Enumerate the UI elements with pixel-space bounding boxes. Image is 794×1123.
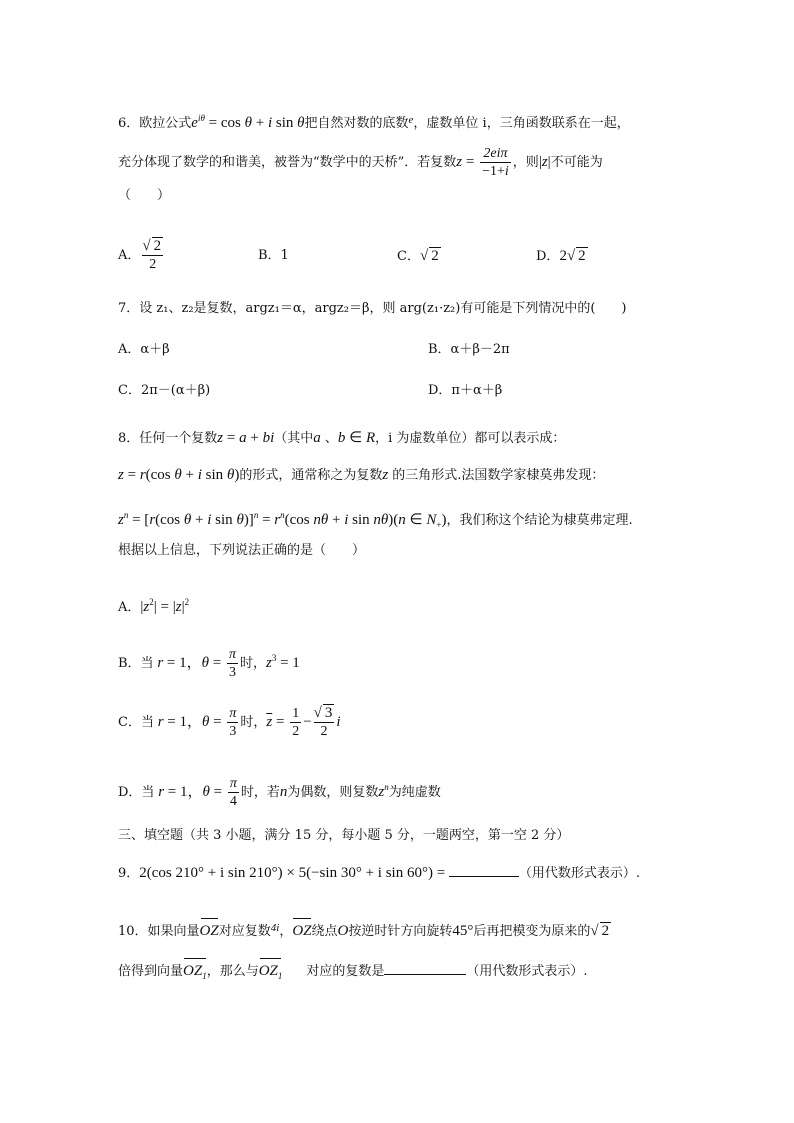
q10-answer-blank[interactable] [384, 960, 466, 975]
q6-option-a: A． $\frac{√ 2}{2}$ [118, 238, 162, 272]
q6-fraction: $\frac{\text{2eiπ}}{-1+i}$ [482, 146, 509, 179]
q8-option-d: D．当 r = 1，θ = $\frac{\pi}{4}$ 时，若n为偶数，则复数$z^n$为纯虚数 [118, 776, 441, 809]
q6-paren: （ ） [118, 188, 171, 203]
q10-line2: 倍得到向量$OZ_1$，那么与$OZ_1$ 对应的复数是 （用代数形式表示）. [118, 960, 588, 986]
q9-answer-blank[interactable] [449, 862, 519, 877]
q8-option-b: B．当 r = 1，θ = $\frac{\pi}{3}$ 时，$z^3 = 1$ [118, 647, 300, 680]
q7-stem: 7．设 z₁、z₂是复数，argz₁＝α，argz₂＝β，则 arg(z₁·z₂)有可能是下列情况中的( ) [118, 301, 627, 316]
section-3-title: 三、填空题（共 3 小题，满分 15 分，每小题 5 分，一题两空，第一空 2 分） [118, 828, 570, 843]
q9-line: 9．2(cos 210° + i sin 210°) × 5(−sin 30° + i sin 60°) = （用代数形式表示）. [118, 862, 640, 884]
q8-line1: 8．任何一个复数z = a + bi（其中a 、b ∈ R，i 为虚数单位）都可以表示成： [118, 430, 566, 446]
q8-line3: $z^n = [r(\cos$ θ + i $\sin \theta)]^n = r^n(\cos$ nθ + i sin nθ)(n ∈ $N_+$)，我们称这个结论为棣莫弗定理. [118, 510, 633, 530]
q6-option-b: B．1 [258, 248, 289, 263]
q6-line2: 充分体现了数学的和谐美，被誉为“数学中的天桥”．若复数z = $\frac{\text{2eiπ}}{-1+i}$ ，则|z|不可能为 [118, 146, 603, 179]
q7-option-a: A．α＋β [118, 342, 170, 357]
q6-line1: 6．欧拉公式$e^{i\theta} = \cos \theta + i$ sin θ把自然对数的底数$^e$，虚数单位 i，三角函数联系在一起， [118, 113, 630, 131]
q10-line1: 10．如果向量OZ对应复数$^{4i}$，OZ绕点O按逆时针方向旋转45°后再把模变为原来的√ 2 [118, 922, 610, 939]
q6-option-d: D．2√ 2 [536, 248, 586, 264]
q7-option-c: C．2π－(α＋β) [118, 383, 211, 398]
q8-option-a: A．$|z^2| = |z|^2$ [118, 597, 190, 615]
q7-option-d: D．π＋α＋β [428, 383, 503, 398]
q8-line4: 根据以上信息，下列说法正确的是（ ） [118, 543, 366, 558]
q6-option-c: C．√ 2 [397, 248, 439, 264]
q8-line2: z = r(cos θ + i sin θ)的形式，通常称之为复数z 的三角形式.法国数学家棣莫弗发现： [118, 467, 605, 483]
q7-option-b: B．α＋β－2π [428, 342, 510, 357]
q8-option-c: C．当 r = 1，θ = $\frac{\pi}{3}$ 时，$\overline{z}$ = $\frac{1}{2}$ − $\frac{√ 3}{2}$ i [118, 705, 341, 739]
